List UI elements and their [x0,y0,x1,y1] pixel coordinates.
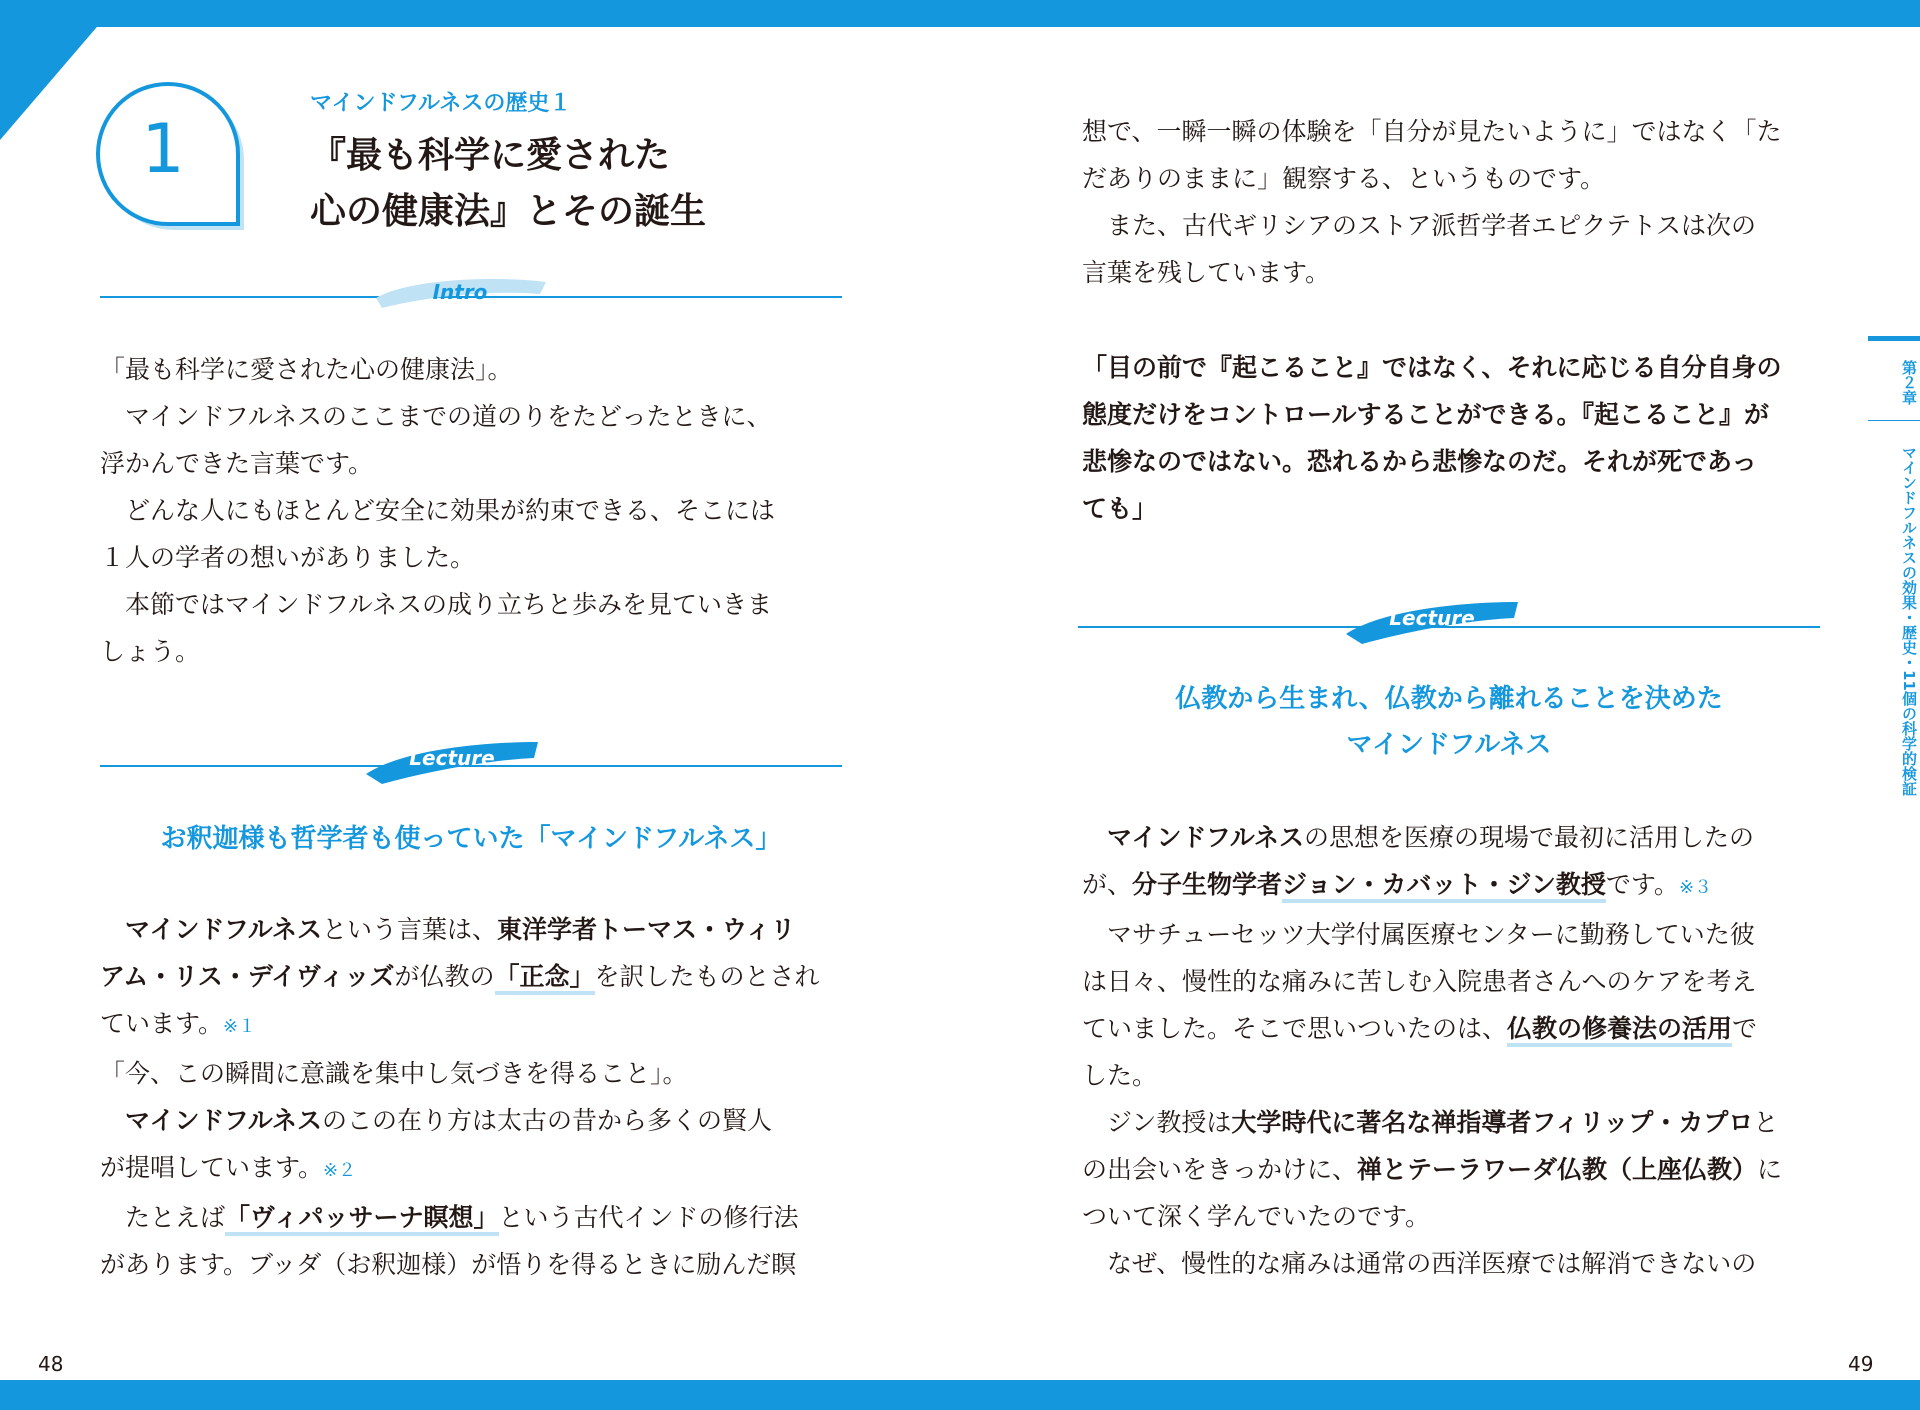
body-line: ていました。そこで思いついたのは、仏教の修養法の活用で [1082,1005,1782,1052]
lecture-label-left-text: Lecture [409,746,495,770]
quote-line: ても」 [1082,494,1158,523]
body-line: また、古代ギリシアのストア派哲学者エピクテトスは次の [1082,211,1757,240]
highlight-term: 「正念」 [495,962,595,995]
body-line: した。 [1082,1061,1158,1090]
footnote-ref: ※３ [1678,877,1713,898]
page-number-right: 49 [1848,1352,1874,1376]
lecture-heading-right-line1: 仏教から生まれ、仏教から離れることを決めた [1175,684,1723,714]
lecture-heading-right-line2: マインドフルネス [1346,730,1552,760]
lecture-label-right-text: Lecture [1389,606,1475,630]
intro-line: どんな人にもほとんど安全に効果が約束できる、そこには [100,496,776,525]
quote-line: 態度だけをコントロールすることができる。『起こること』が [1082,400,1770,429]
side-tab-title: マインドフルネスの効果・歴史・11個の科学的検証 [1900,444,1918,796]
body-line: 「今、この瞬間に意識を集中し気づきを得ること」。 [100,1059,688,1088]
intro-line: 本節ではマインドフルネスの成り立ちと歩みを見ていきま [100,590,773,619]
side-tab-divider [1868,420,1920,421]
body-line: 想で、一瞬一瞬の体験を「自分が見たいように」ではなく「た [1082,117,1782,146]
title-line-2: 心の健康法』とその誕生 [310,191,707,232]
intro-line: 「最も科学に愛された心の健康法」。 [100,355,513,384]
section-number-badge [88,74,248,234]
right-top-text [1082,108,1782,296]
section-number: 1 [141,109,185,189]
footnote-ref: ※２ [323,1160,357,1181]
title-line-1: 『最も科学に愛された [310,135,671,176]
quote-line: 悲惨なのではない。恐れるから悲惨なのだ。それが死であっ [1082,447,1757,476]
body-line: だありのままに」観察する、というものです。 [1082,164,1606,193]
intro-line: しょう。 [100,637,201,666]
left-body [100,906,820,1288]
quote-line: 「目の前で『起こること』ではなく、それに応じる自分自身の [1082,353,1782,382]
highlight-term: 仏教の修養法の活用 [1507,1014,1732,1047]
quote-block [1082,344,1782,532]
body-line: マサチューセッツ大学付属医療センターに勤務していた彼 [1107,920,1755,949]
highlight-term: 「ヴィパッサーナ瞑想」 [225,1203,499,1236]
body-line: があります。ブッダ（お釈迦様）が悟りを得るときに励んだ瞑 [100,1250,797,1279]
body-line: の出会いをきっかけに、禅とテーラワーダ仏教（上座仏教）に [1082,1155,1783,1184]
side-tab-chapter: 第２章 [1900,359,1918,405]
footnote-ref: ※１ [223,1016,257,1037]
intro-text [100,346,775,675]
body-line: ジン教授は大学時代に著名な禅指導者フィリップ・カプロと [1107,1108,1779,1137]
body-line: ています。※１ [100,1009,257,1038]
body-line: が提唱しています。※２ [100,1153,357,1182]
body-line: なぜ、慢性的な痛みは通常の西洋医療では解消できないの [1107,1249,1757,1278]
intro-label-text: Intro [432,280,488,304]
body-line: ついて深く学んでいたのです。 [1082,1202,1431,1231]
section-title [310,128,706,240]
lecture-label-left [362,740,542,776]
lecture-label-right [1342,600,1522,636]
section-subtitle: マインドフルネスの歴史１ [310,91,572,116]
intro-label [370,274,550,310]
body-line: が、分子生物学者ジョン・カバット・ジン教授です。※３ [1082,861,1782,911]
body-line: マインドフルネスという言葉は、東洋学者トーマス・ウィリ [125,915,796,944]
body-line: アム・リス・デイヴィッズが仏教の「正念」を訳したものとされ [100,953,820,1000]
intro-line: 浮かんできた言葉です。 [100,449,374,478]
body-line: 言葉を残しています。 [1082,258,1331,287]
top-color-band [0,0,1920,27]
lecture-heading-right [1078,676,1820,768]
intro-line: マインドフルネスのここまでの道のりをたどったときに、 [100,402,772,431]
highlight-term: ジョン・カバット・ジン教授 [1282,870,1606,903]
body-line: マインドフルネスの思想を医療の現場で最初に活用したの [1107,823,1755,852]
intro-line: １人の学者の想いがありました。 [100,543,476,572]
body-line: は日々、慢性的な痛みに苦しむ入院患者さんへのケアを考え [1082,967,1757,996]
right-body [1082,814,1782,1287]
body-line: マインドフルネスのこの在り方は太古の昔から多くの賢人 [125,1106,773,1135]
bottom-color-band [0,1380,1920,1410]
body-line: たとえば「ヴィパッサーナ瞑想」という古代インドの修行法 [100,1194,820,1241]
page-number-left: 48 [38,1352,64,1376]
side-tab-bar [1868,336,1920,341]
lecture-heading-left: お釈迦様も哲学者も使っていた「マインドフルネス」 [160,824,782,854]
